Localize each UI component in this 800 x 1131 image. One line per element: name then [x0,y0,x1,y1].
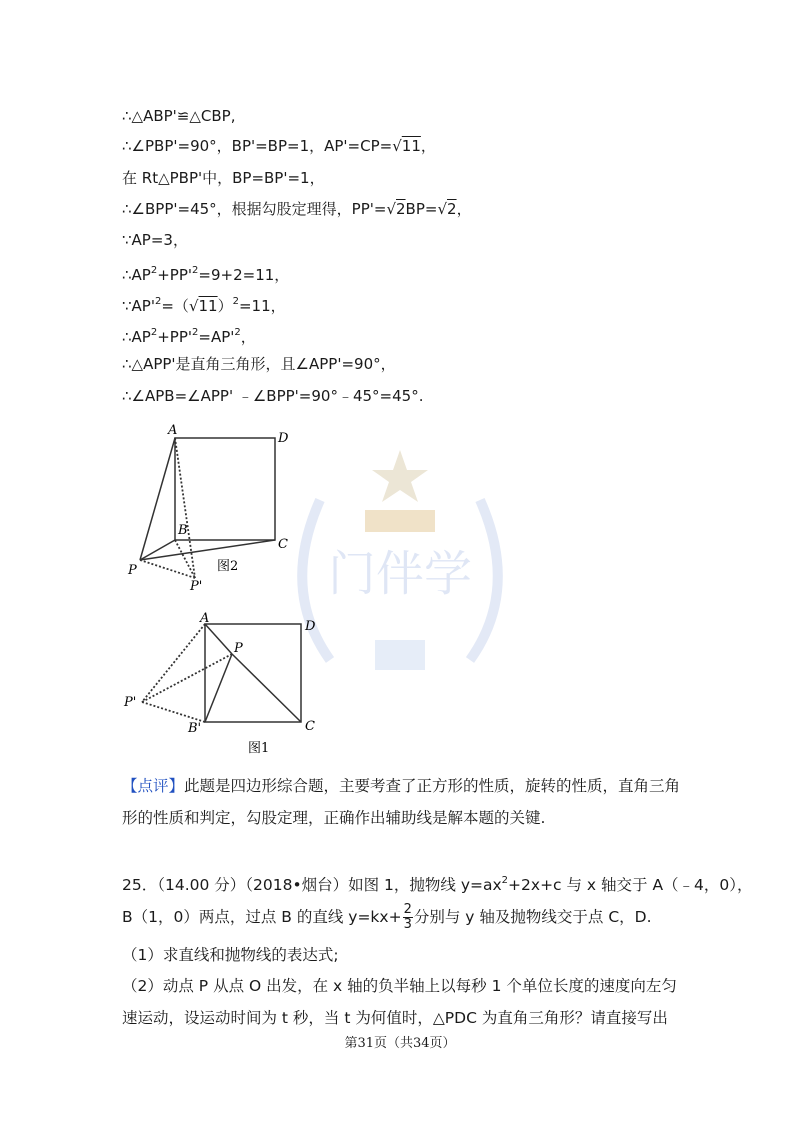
proof-line-1: ∴△ABP'≌△CBP, [122,107,236,125]
fig2-label-b: B [178,523,188,538]
fig1-label-d: D [305,619,316,634]
comment-paragraph [122,770,682,834]
question-part-2: （2）动点 P 从点 O 出发，在 x 轴的负半轴上以每秒 1 个单位长度的速度向左匀速运动，设运动时间为 t 秒，当 t 为何值时，△PDC 为直角三角形？请直接写出 [122,977,677,1027]
fig2-label-p: P [128,563,137,578]
proof-line-6: $\therefore AP^2+PP'^2=9+2=11$， [122,265,290,284]
comment-text: 此题是四边形综合题，主要考查了正方形的性质，旋转的性质，直角三角形的性质和判定，勾股定理，正确作出辅助线是解本题的关键. [122,777,681,827]
fig2-label-d: D [278,431,289,446]
fig1-label-pp: P' [124,695,137,710]
svg-text:门伴学: 门伴学 [327,546,473,602]
proof-line-3: 在 Rt△PBP'中，BP=BP'=1， [122,169,325,187]
figure-2 [120,418,320,593]
fraction-two-thirds: $\frac{2}{3}$ [403,902,412,932]
fig2-label-c: C [278,537,288,552]
fig1-label-a: A [200,612,210,626]
question-line-1: 25．（14.00 分）（2018•烟台）如图 1，抛物线 $y=ax^2+2x+c$ 与 x 轴交于 A（﹣4，0）， [122,875,753,894]
proof-line-9: ∴△APP'是直角三角形，且∠APP'=90°， [122,355,396,373]
proof-line-8: $\therefore AP^2+PP'^2=AP'^2$， [122,327,256,346]
proof-line-5: ∵AP=3， [122,231,188,249]
fig1-caption: 图1 [248,741,270,756]
proof-line-7: $\because AP'^2=(√11)^2=11$， [122,296,286,315]
fig1-label-b: B' [188,721,202,736]
question-line-2: B（1，0）两点，过点 B 的直线 y=kx+ $\frac{2}{3}$ 分别与 y 轴及抛物线交于点 C，D. [122,902,652,932]
fig1-label-p: P [234,641,243,656]
figure-1 [120,612,340,762]
proof-line-2: ∴∠PBP'=90°，BP'=BP=1，AP'=CP=√11， [122,137,436,155]
fig2-label-a: A [168,423,178,438]
page-footer: 第31页（共34页） [344,1036,456,1051]
proof-line-4: ∴∠BPP'=45°，根据勾股定理得，PP'=√2BP=√2， [122,200,472,218]
proof-line-10: ∴∠APB=∠APP' ﹣∠BPP'=90°﹣45°=45°. [122,387,424,405]
question-part-1: （1）求直线和抛物线的表达式; [122,946,339,964]
fig2-caption: 图2 [217,559,239,574]
fig1-label-c: C [305,719,315,734]
fig2-label-pp: P' [190,579,203,593]
comment-tag: 【点评】 [122,777,185,795]
